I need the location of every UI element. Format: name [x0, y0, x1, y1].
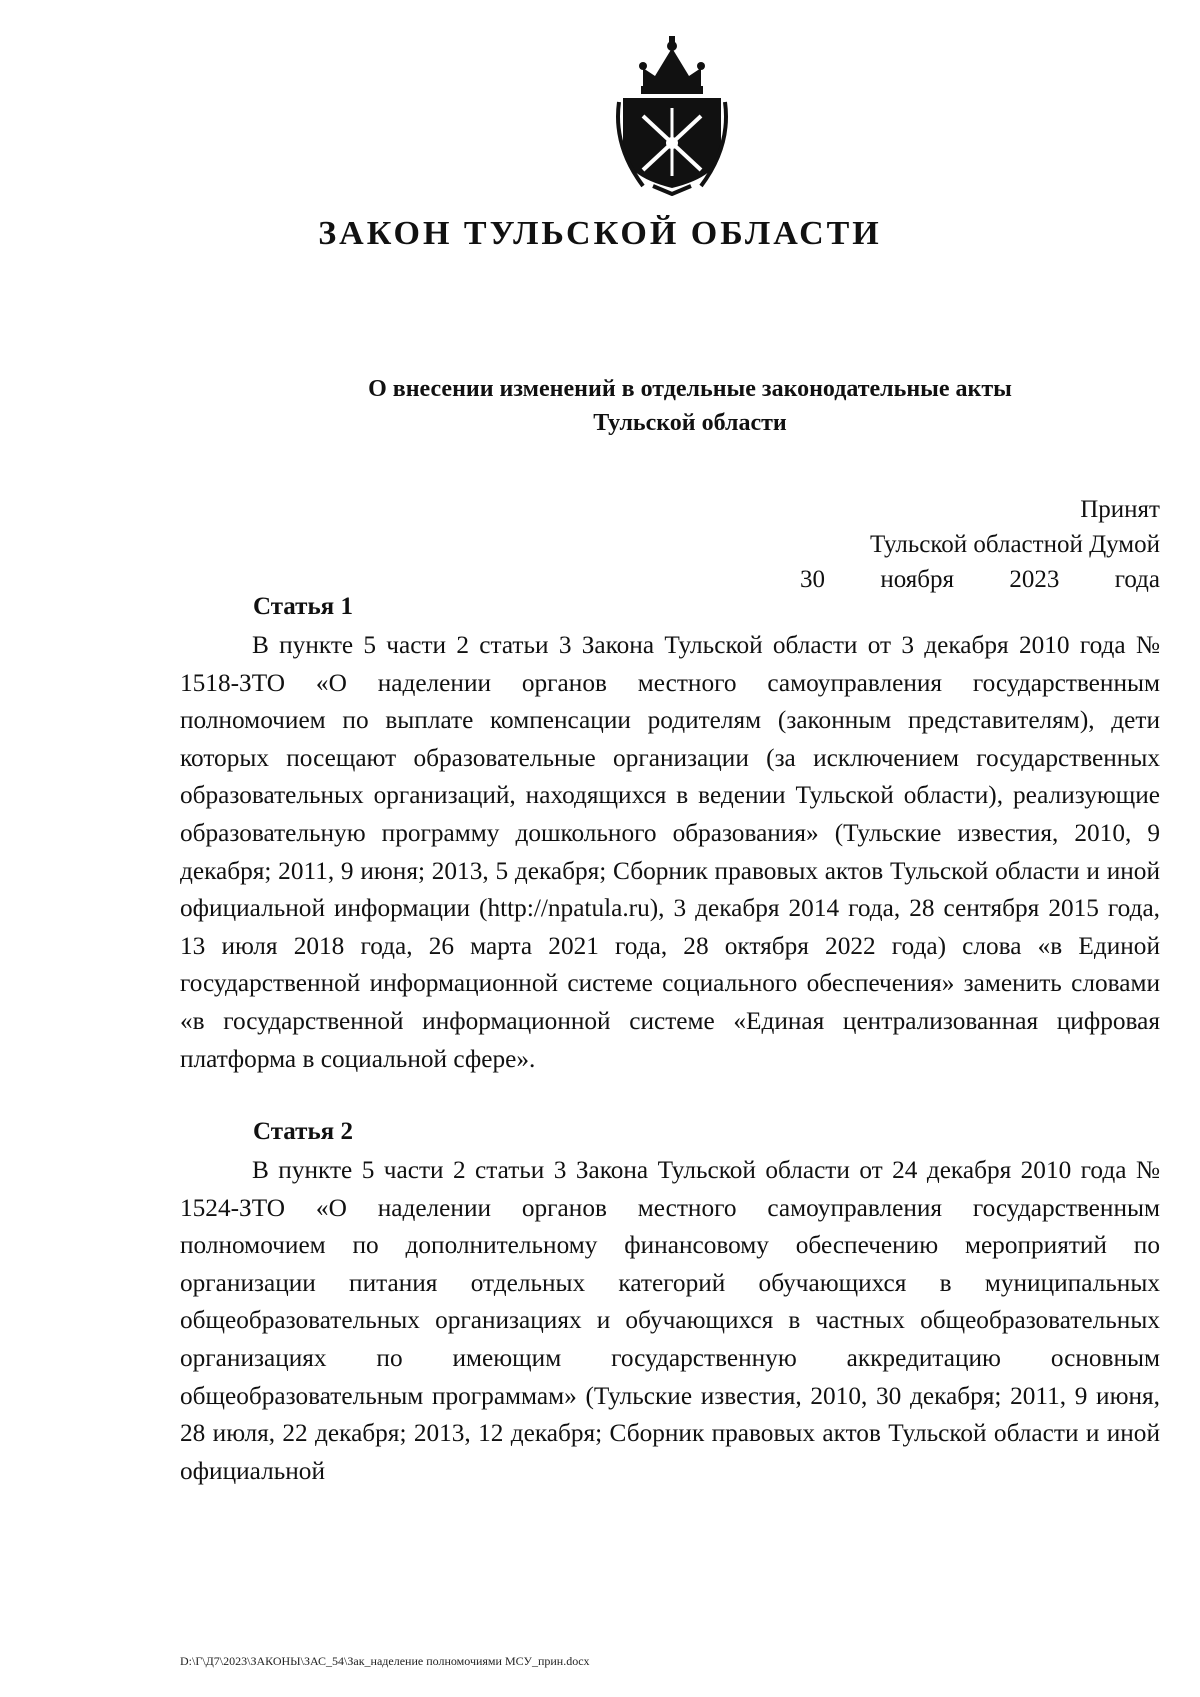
article-1-heading: Статья 1 — [253, 593, 353, 620]
article-1-text: В пункте 5 части 2 статьи 3 Закона Тульской области от 3 декабря 2010 года № 1518-ЗТО «О наделении органов местного самоуправления государственным полномочием по выплате компенсации родителям (законным представителям), дети которых посещают образовательные организации (за исключением государственных образовательных организаций, находящихся в ведении Тульской области), реализующие образовательную программу дошкольного образования» (Тульские известия, 2010, 9 декабря; 2011, 9 июня; 2013, 5 декабря; Сборник правовых актов Тульской области и иной официальной информации (http://npatula.ru), 3 декабря 2014 года, 28 сентября 2015 года, 13 июля 2018 года, 26 марта 2021 года, 28 октября 2022 года) слова «в Единой государственной информационной системе социального обеспечения» заменить словами «в государственной информационной системе «Единая централизованная цифровая платформа в социальной сфере». — [180, 631, 1160, 1073]
adoption-month: ноября — [880, 566, 954, 593]
adoption-year-word: года — [1114, 566, 1160, 593]
adoption-year: 2023 — [1009, 566, 1060, 593]
article-2-text: В пункте 5 части 2 статьи 3 Закона Тульской области от 24 декабря 2010 года № 1524-ЗТО «О наделении органов местного самоуправления государственным полномочием по дополнительному финансовому обеспечению мероприятий по организации питания отдельных категорий обучающихся в муниципальных общеобразовательных организациях и обучающихся в частных общеобразовательных организациях по имеющим государственную аккредитацию основным общеобразовательным программам» (Тульские известия, 2010, 30 декабря; 2011, 9 июня, 28 июля, 22 декабря; 2013, 12 декабря; Сборник правовых актов Тульской области и иной официальной — [180, 1156, 1160, 1485]
coat-of-arms-icon — [613, 36, 731, 196]
adoption-day: 30 — [800, 566, 825, 593]
adoption-date — [800, 562, 1160, 597]
file-path-footer: D:\Г\Д7\2023\ЗАКОНЫ\ЗАС_54\Зак_наделение полномочиями МСУ_прин.docx — [180, 1654, 590, 1668]
adoption-block — [800, 492, 1160, 597]
article-2-heading: Статья 2 — [253, 1118, 353, 1145]
adopted-by: Тульской областной Думой — [869, 531, 1160, 558]
subject-line-1: О внесении изменений в отдельные законодательные акты — [368, 376, 1012, 402]
subject-line-2: Тульской области — [593, 410, 787, 436]
law-title: ЗАКОН ТУЛЬСКОЙ ОБЛАСТИ — [318, 215, 882, 252]
adopted-label: Принят — [1080, 496, 1160, 523]
law-subject — [200, 372, 1180, 440]
